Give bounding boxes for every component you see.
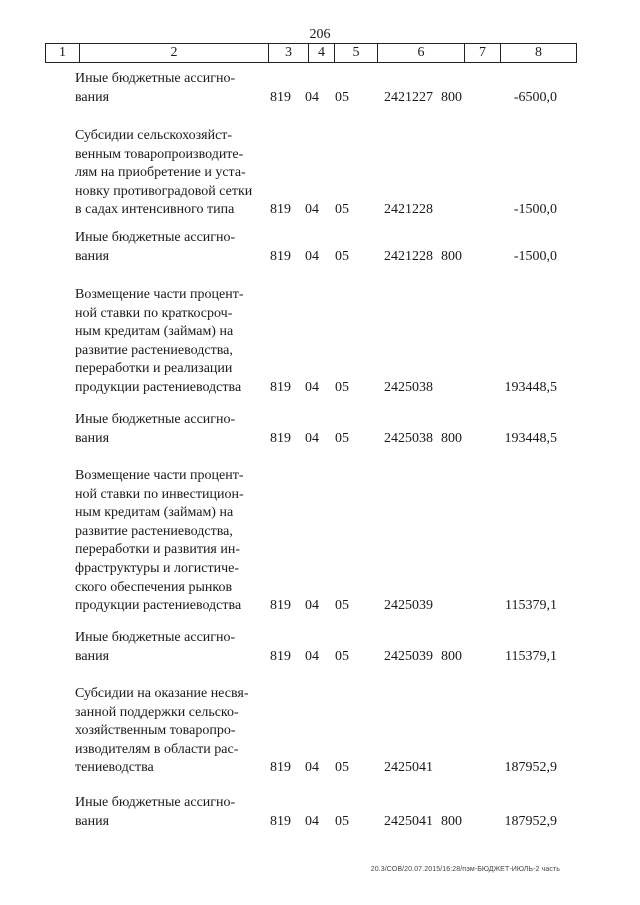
column-header: 8 bbox=[501, 44, 577, 63]
row-amount: 193448,5 bbox=[504, 380, 557, 395]
row-section: 04 bbox=[305, 760, 319, 776]
row-target-code: 2425038 bbox=[384, 380, 433, 395]
row-subsection: 05 bbox=[335, 648, 349, 664]
row-gov-code: 819 bbox=[270, 430, 291, 446]
row-description: Субсидии на оказание несвя- занной поддержки сельско- хозяйственным товаропро- изводителям в области рас- тениеводства bbox=[75, 686, 249, 776]
row-subsection: 05 bbox=[335, 813, 349, 829]
row-amount: -6500,0 bbox=[513, 89, 557, 105]
column-header: 1 bbox=[46, 44, 80, 63]
row-section: 04 bbox=[305, 648, 319, 664]
row-section: 04 bbox=[305, 813, 319, 829]
row-description: Иные бюджетные ассигно- вания bbox=[75, 630, 236, 664]
row-gov-code: 819 bbox=[270, 248, 291, 264]
column-header: 2 bbox=[80, 44, 269, 63]
column-header-table bbox=[45, 43, 577, 63]
row-section: 04 bbox=[305, 202, 319, 218]
row-section: 04 bbox=[305, 89, 319, 105]
row-section: 04 bbox=[305, 598, 319, 614]
row-description: Иные бюджетные ассигно- вания bbox=[75, 71, 236, 105]
table-row bbox=[0, 794, 640, 831]
row-amount: 115379,1 bbox=[505, 598, 557, 614]
row-subsection: 05 bbox=[335, 89, 349, 105]
row-subsection: 05 bbox=[335, 202, 349, 218]
row-gov-code: 819 bbox=[270, 202, 291, 218]
table-row bbox=[0, 411, 640, 448]
row-section: 04 bbox=[305, 430, 319, 446]
row-target-code: 2425041 bbox=[384, 813, 433, 829]
row-expense-type: 800 bbox=[441, 430, 462, 446]
column-header: 3 bbox=[269, 44, 309, 63]
row-subsection: 05 bbox=[335, 760, 349, 776]
row-gov-code: 819 bbox=[270, 648, 291, 664]
row-amount: -1500,0 bbox=[513, 248, 557, 264]
row-expense-type: 800 bbox=[441, 813, 462, 829]
row-amount: -1500,0 bbox=[513, 202, 557, 218]
row-amount: 193448,5 bbox=[504, 430, 557, 446]
row-section: 04 bbox=[305, 380, 319, 395]
row-target-code: 2425041 bbox=[384, 760, 433, 776]
column-header: 7 bbox=[465, 44, 501, 63]
row-expense-type: 800 bbox=[441, 248, 462, 264]
row-subsection: 05 bbox=[335, 380, 349, 395]
row-description: Иные бюджетные ассигно- вания bbox=[75, 795, 236, 829]
table-row bbox=[0, 286, 640, 398]
page-number: 206 bbox=[309, 27, 331, 42]
column-header: 4 bbox=[309, 44, 335, 63]
row-target-code: 2421228 bbox=[384, 202, 433, 218]
row-gov-code: 819 bbox=[270, 813, 291, 829]
column-header: 5 bbox=[335, 44, 378, 63]
table-row bbox=[0, 467, 640, 616]
row-expense-type: 800 bbox=[441, 648, 462, 664]
row-section: 04 bbox=[305, 248, 319, 264]
row-target-code: 2425038 bbox=[384, 430, 433, 446]
row-gov-code: 819 bbox=[270, 760, 291, 776]
row-expense-type: 800 bbox=[441, 89, 462, 105]
row-description: Иные бюджетные ассигно- вания bbox=[75, 412, 236, 446]
row-target-code: 2425039 bbox=[384, 598, 433, 614]
row-amount: 187952,9 bbox=[504, 760, 557, 776]
row-description: Иные бюджетные ассигно- вания bbox=[75, 230, 236, 264]
row-amount: 115379,1 bbox=[505, 648, 557, 664]
row-target-code: 2425039 bbox=[384, 648, 433, 664]
row-description: Субсидии сельскохозяйст- венным товаропроизводите- лям на приобретение и уста- новку противоградовой сетки в садах интенсивного типа bbox=[75, 128, 253, 218]
row-target-code: 2421227 bbox=[384, 89, 433, 105]
row-subsection: 05 bbox=[335, 598, 349, 614]
row-description: Возмещение части процент- ной ставки по краткосроч- ным кредитам (займам) на развитие растениеводства, переработки и реализации продукции растениеводства bbox=[75, 287, 244, 395]
column-header: 6 bbox=[378, 44, 465, 63]
row-subsection: 05 bbox=[335, 430, 349, 446]
row-subsection: 05 bbox=[335, 248, 349, 264]
row-gov-code: 819 bbox=[270, 598, 291, 614]
row-gov-code: 819 bbox=[270, 380, 291, 395]
row-gov-code: 819 bbox=[270, 89, 291, 105]
row-target-code: 2421228 bbox=[384, 248, 433, 264]
row-description: Возмещение части процент- ной ставки по инвестицион- ным кредитам (займам) на развитие растениеводства, переработки и развития ин- фраструктуры и логистиче- ского обеспечения рынков продукции растениеводства bbox=[75, 468, 244, 614]
document-footer: 20.3/СОВ/20.07.2015/16:28/пэм-БЮДЖЕТ-ИЮЛЬ-2 часть bbox=[370, 866, 560, 873]
row-amount: 187952,9 bbox=[504, 813, 557, 829]
table-row bbox=[0, 229, 640, 266]
table-row bbox=[0, 127, 640, 220]
table-row bbox=[0, 685, 640, 778]
table-row bbox=[0, 70, 640, 107]
table-row bbox=[0, 629, 640, 666]
